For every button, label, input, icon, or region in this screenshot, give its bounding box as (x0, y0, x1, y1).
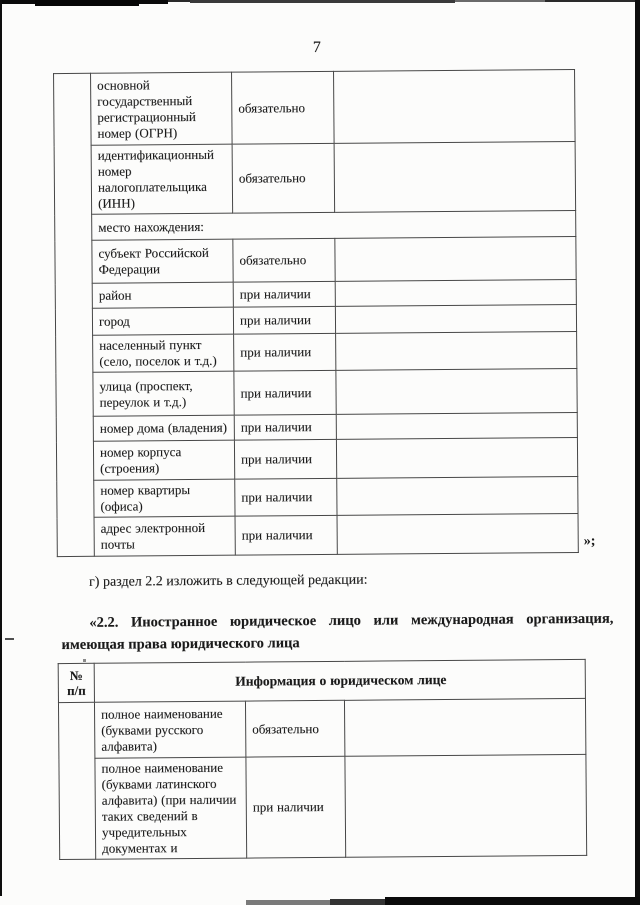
requirement-cell: при наличии (246, 756, 346, 858)
field-label-cell: номер дома (владения) (93, 415, 234, 441)
row-number-cell (58, 702, 95, 859)
table-row (56, 437, 577, 480)
section-heading-line1: «2.2. Иностранное юридическое лицо или международная организация, (89, 610, 614, 631)
value-cell (336, 331, 577, 370)
requirement-cell: при наличии (234, 414, 336, 440)
table-row (54, 69, 576, 145)
field-label-cell: номер корпуса (строения) (93, 440, 234, 480)
value-cell (337, 476, 578, 515)
requirement-cell: обязательно (232, 143, 335, 213)
value-cell (335, 304, 576, 333)
requirement-cell: при наличии (233, 306, 335, 334)
requirement-cell: при наличии (235, 478, 337, 516)
field-label-cell: населенный пункт (село, поселок и т.д.) (93, 334, 234, 372)
row-number-cell (54, 73, 95, 556)
field-label-cell: полное наименование (буквами латинского алфавита) (при наличии таких сведений в учредительных документах и (95, 757, 247, 859)
value-cell (337, 513, 578, 554)
value-cell (335, 236, 576, 281)
requirement-cell: при наличии (234, 370, 336, 415)
value-cell (344, 698, 585, 756)
field-label-cell: номер квартиры (офиса) (94, 479, 235, 517)
section-heading (61, 608, 613, 656)
value-cell (336, 368, 577, 414)
table-row (56, 331, 577, 372)
table-row (56, 368, 577, 416)
legal-entity-table (58, 659, 588, 860)
value-cell (335, 279, 576, 306)
field-label-cell: полное наименование (буквами русского алфавита) (94, 701, 245, 758)
table-header-row (58, 659, 585, 702)
requirement-cell: обязательно (232, 71, 335, 144)
requirement-cell: обязательно (233, 238, 335, 282)
value-cell (336, 412, 577, 439)
table-row (54, 141, 576, 214)
requirement-cell: при наличии (233, 281, 335, 307)
field-label-cell: идентификационный номер налогоплательщика (ИНН) (91, 144, 233, 214)
number-header-line1: № (69, 667, 83, 683)
field-label-cell: район (92, 282, 233, 308)
table-row (55, 236, 576, 283)
closing-quote-mark: »; (583, 533, 596, 549)
field-label-cell: адрес электронной почты (94, 516, 235, 556)
number-header-cell (58, 663, 94, 702)
value-cell (334, 69, 576, 143)
requirement-cell: при наличии (234, 333, 336, 371)
value-cell (336, 437, 577, 478)
table-row (57, 513, 578, 556)
field-label-cell: место нахождения: (92, 210, 576, 240)
table-row (55, 210, 576, 240)
section-heading-line2: имеющая права юридического лица (61, 635, 300, 654)
amendment-paragraph: г) раздел 2.2 изложить в следующей редакции: (88, 572, 368, 590)
table-row (55, 304, 576, 335)
field-label-cell: субъект Российской Федерации (92, 239, 233, 283)
details-table (53, 69, 579, 557)
table-row (58, 698, 585, 758)
requirement-cell: обязательно (245, 700, 344, 757)
table-row (59, 754, 587, 859)
value-cell (334, 141, 576, 212)
field-label-cell: город (92, 307, 233, 335)
number-header-line2: п/п (67, 682, 86, 698)
requirement-cell: при наличии (235, 515, 337, 555)
info-header-cell: Информация о юридическом лице (94, 659, 585, 702)
table-row (57, 476, 578, 517)
requirement-cell: при наличии (234, 439, 336, 479)
field-label-cell: основной государственный регистрационный номер (ОГРН) (91, 72, 233, 145)
field-label-cell: улица (проспект, переулок и т.д.) (93, 371, 234, 416)
value-cell (345, 754, 587, 857)
page-number: 7 (312, 38, 321, 57)
